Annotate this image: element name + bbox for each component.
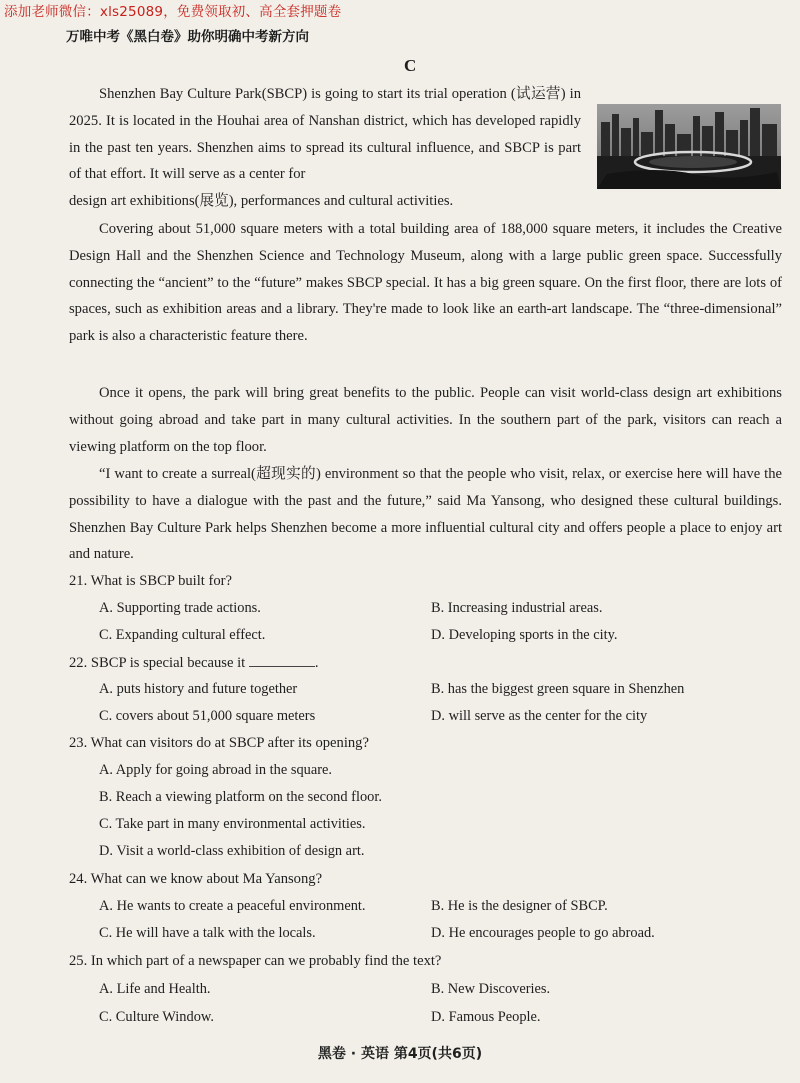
q24-option-d[interactable]: D. He encourages people to go abroad. <box>431 925 655 941</box>
q24-option-a[interactable]: A. He wants to create a peaceful environment. <box>99 898 366 914</box>
paragraph-3-text: Once it opens, the park will bring great benefits to the public. People can visit world-class design art exhibitions without going abroad and take part in many cultural activities. In the southern part of the park, visitors can reach a viewing platform on the top floor. <box>69 385 782 455</box>
q21-option-b[interactable]: B. Increasing industrial areas. <box>431 600 603 616</box>
q23-option-d[interactable]: D. Visit a world-class exhibition of design art. <box>99 843 365 859</box>
paragraph-1-text: Shenzhen Bay Culture Park(SBCP) is going to start its trial operation (试运营) in 2025. It is located in the Houhai area of Nanshan district, which has developed rapidly in the past ten years. Shenzhen aims to spread its cultural influence, and SBCP is part of that effort. It will serve as a center for <box>69 86 581 183</box>
paragraph-2-text: Covering about 51,000 square meters with a total building area of 188,000 square meters, it includes the Creative Design Hall and the Shenzhen Science and Technology Museum, along with a large public green space. Successfully connecting the “ancient” to the “future” makes SBCP special. It has a big green square. On the first floor, there are lots of spaces, such as exhibition areas and a library. They're made to look like an earth-art landscape. The “three-dimensional” park is also a characteristic feature there. <box>69 221 782 345</box>
question-24: 24. What can we know about Ma Yansong? <box>69 871 323 887</box>
q24-option-b[interactable]: B. He is the designer of SBCP. <box>431 898 608 914</box>
q22-option-d[interactable]: D. will serve as the center for the city <box>431 708 648 724</box>
paragraph-1-end: design art exhibitions(展览), performances and cultural activities. <box>69 193 454 209</box>
skyline-photo-icon <box>597 104 781 189</box>
sbcp-photo <box>597 104 781 189</box>
q21-option-c[interactable]: C. Expanding cultural effect. <box>99 627 266 643</box>
q25-option-d[interactable]: D. Famous People. <box>431 1009 541 1025</box>
q25-option-a[interactable]: A. Life and Health. <box>99 981 211 997</box>
q21-option-d[interactable]: D. Developing sports in the city. <box>431 627 618 643</box>
q23-option-a[interactable]: A. Apply for going abroad in the square. <box>99 762 332 778</box>
page-footer: 黑卷 · 英语 第4页(共6页) <box>317 1046 483 1062</box>
q23-option-b[interactable]: B. Reach a viewing platform on the second floor. <box>99 789 382 805</box>
q22-option-a[interactable]: A. puts history and future together <box>99 681 298 697</box>
paragraph-2 <box>69 216 782 350</box>
question-25: 25. In which part of a newspaper can we probably find the text? <box>69 953 442 969</box>
promo-watermark: 添加老师微信：xls25089，免费领取初、高全套押题卷 <box>4 4 342 20</box>
page-header: 万唯中考《黑白卷》助你明确中考新方向 <box>66 29 309 45</box>
q25-option-c[interactable]: C. Culture Window. <box>99 1009 214 1025</box>
paragraph-4-text: “I want to create a surreal(超现实的) environment so that the people who visit, relax, or exercise here will have the possibility to have a dialogue with the past and the future,” said Ma Yansong, who designed these cultural buildings. Shenzhen Bay Culture Park helps Shenzhen become a more influential cultural city and offers people a place to enjoy art and nature. <box>69 466 782 563</box>
question-22-text: 22. SBCP is special because it <box>69 655 246 671</box>
question-23: 23. What can visitors do at SBCP after its opening? <box>69 735 369 751</box>
q22-option-b[interactable]: B. has the biggest green square in Shenzhen <box>431 681 685 697</box>
q23-option-c[interactable]: C. Take part in many environmental activities. <box>99 816 366 832</box>
paragraph-3 <box>69 380 782 460</box>
q24-option-c[interactable]: C. He will have a talk with the locals. <box>99 925 316 941</box>
question-21: 21. What is SBCP built for? <box>69 573 232 589</box>
q25-option-b[interactable]: B. New Discoveries. <box>431 981 551 997</box>
q22-option-c[interactable]: C. covers about 51,000 square meters <box>99 708 316 724</box>
paragraph-1 <box>69 81 581 188</box>
question-22-period: . <box>314 655 319 671</box>
paragraph-4 <box>69 461 782 568</box>
q21-option-a[interactable]: A. Supporting trade actions. <box>99 600 261 616</box>
question-22 <box>69 654 319 672</box>
answer-blank <box>249 654 315 667</box>
section-letter: C <box>404 56 417 75</box>
